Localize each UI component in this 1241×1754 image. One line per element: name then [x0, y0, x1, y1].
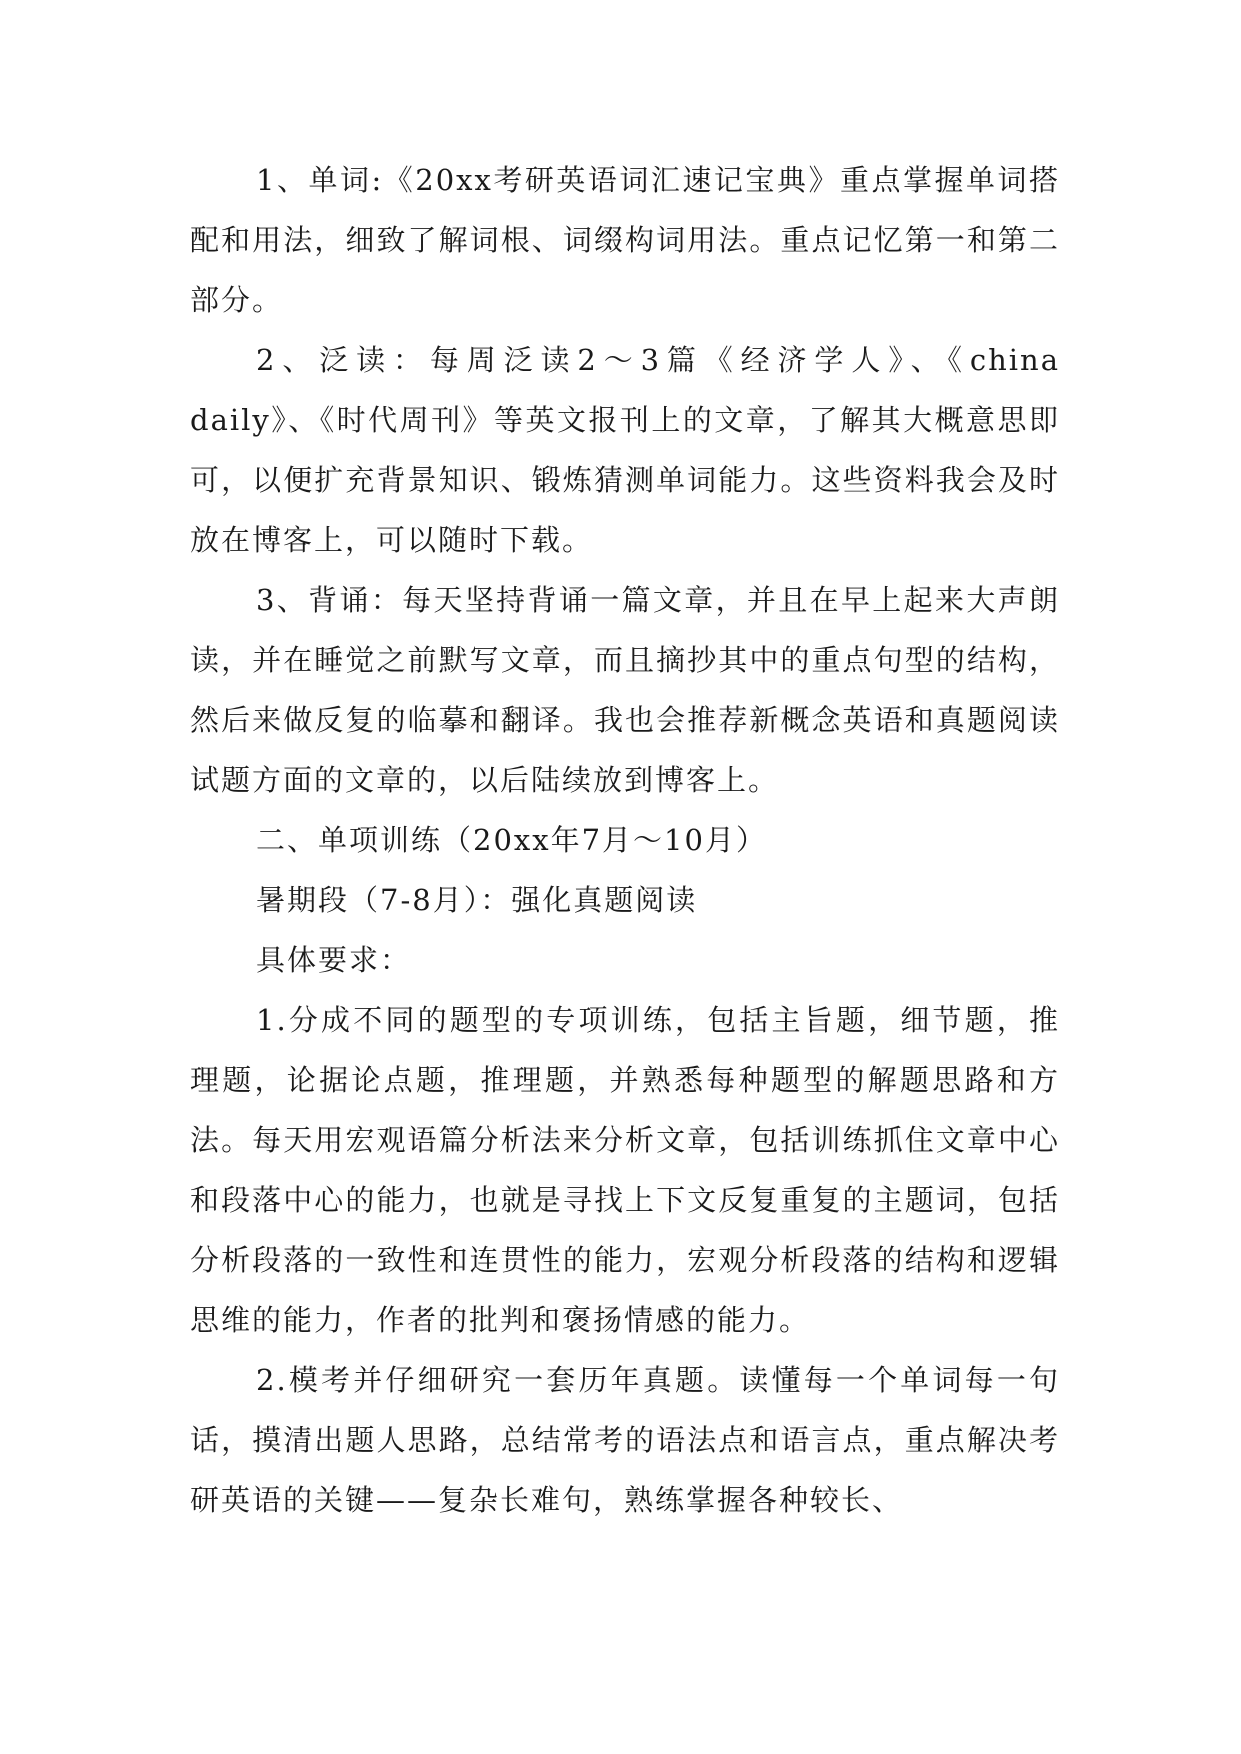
subheading-requirements: 具体要求：: [256, 943, 412, 977]
paragraph-vocabulary: 1、单词:《20xx考研英语词汇速记宝典》重点掌握单词搭配和用法，细致了解词根、词缀构词用法。重点记忆第一和第二部分。: [190, 163, 1060, 317]
subheading-summer-period: 暑期段（7-8月）：强化真题阅读: [256, 883, 698, 917]
section-heading-single-training: 二、单项训练（20xx年7月～10月）: [256, 823, 767, 857]
paragraph-requirement-2: 2.模考并仔细研究一套历年真题。读懂每一个单词每一句话，摸清出题人思路，总结常考的语法点和语言点，重点解决考研英语的关键——复杂长难句，熟练掌握各种较长、: [190, 1363, 1060, 1517]
document-body: [190, 150, 1060, 1530]
paragraph-requirement-1: 1.分成不同的题型的专项训练，包括主旨题，细节题，推理题，论据论点题，推理题，并熟悉每种题型的解题思路和方法。每天用宏观语篇分析法来分析文章，包括训练抓住文章中心和段落中心的能力，也就是寻找上下文反复重复的主题词，包括分析段落的一致性和连贯性的能力，宏观分析段落的结构和逻辑思维的能力，作者的批判和褒扬情感的能力。: [190, 1003, 1060, 1337]
paragraph-extensive-reading: 2、泛读：每周泛读2～3篇《经济学人》、《china daily》、《时代周刊》等英文报刊上的文章，了解其大概意思即可，以便扩充背景知识、锻炼猜测单词能力。这些资料我会及时放在博客上，可以随时下载。: [190, 343, 1060, 557]
paragraph-recitation: 3、背诵：每天坚持背诵一篇文章，并且在早上起来大声朗读，并在睡觉之前默写文章，而且摘抄其中的重点句型的结构，然后来做反复的临摹和翻译。我也会推荐新概念英语和真题阅读试题方面的文章的，以后陆续放到博客上。: [190, 583, 1060, 797]
